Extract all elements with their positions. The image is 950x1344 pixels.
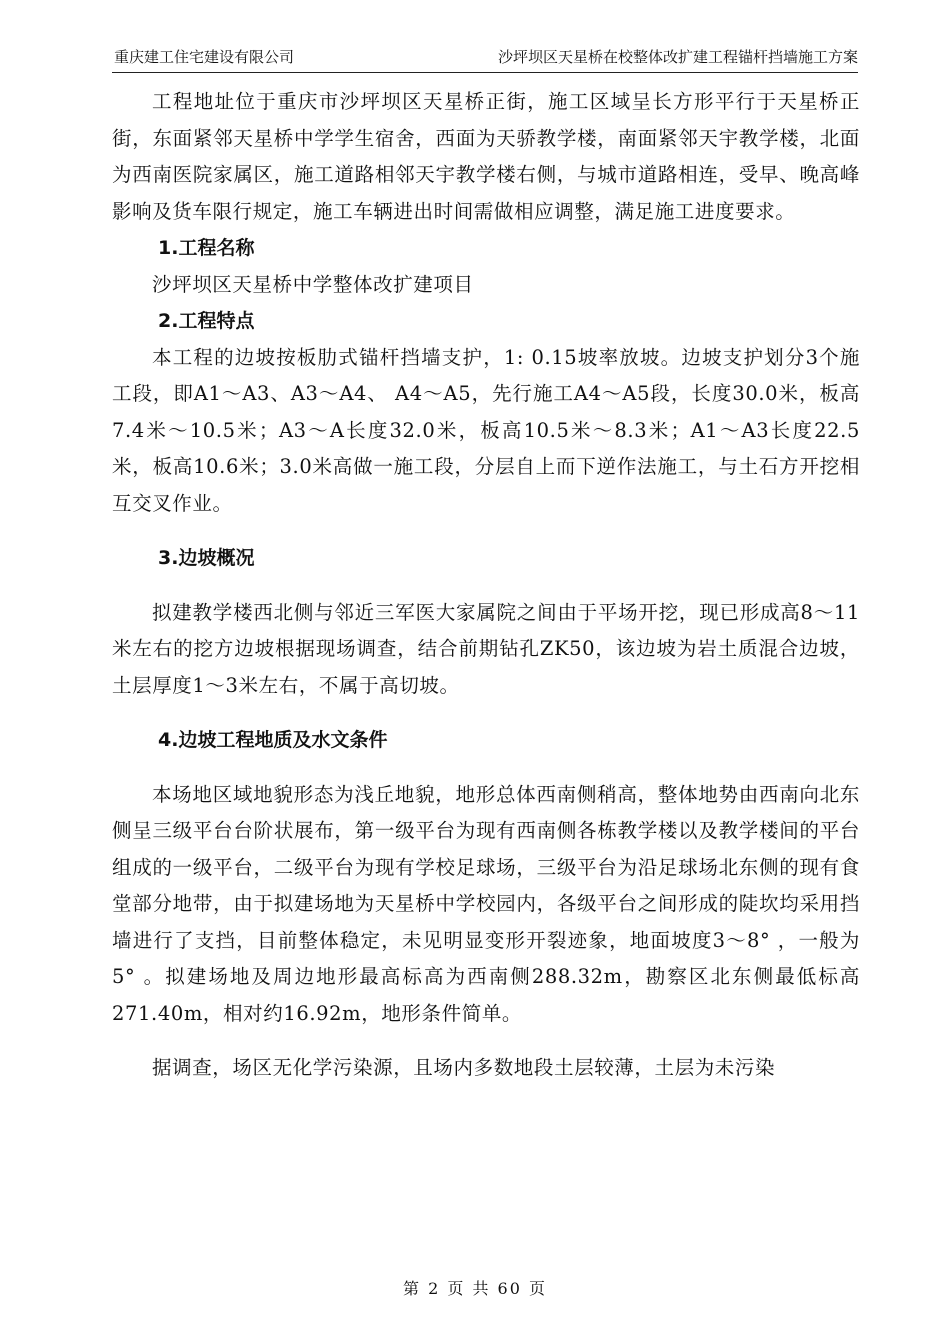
section-2-text: 本工程的边坡按板肋式锚杆挡墙支护，1: 0.15坡率放坡。边坡支护划分3个施工段，即A1～A3、A3～A4、 A4～A5，先行施工A4～A5段，长度30.0米，板高7.4米～10.5米；A3～A长度32.0米，板高10.5米～8.3米；A1～A3长度22.5米，板高10.6米；3.0米高做一施工段，分层自上而下逆作法施工，与土石方开挖相互交叉作业。 bbox=[112, 345, 860, 515]
section-1-text: 沙坪坝区天星桥中学整体改扩建项目 bbox=[152, 272, 474, 296]
section-3-text: 拟建教学楼西北侧与邻近三军医大家属院之间由于平场开挖，现已形成高8～11米左右的挖方边坡根据现场调查，结合前期钻孔ZK50，该边坡为岩土质混合边坡，土层厚度1～3米左右，不属于高切坡。 bbox=[112, 600, 860, 697]
header-company: 重庆建工住宅建设有限公司 bbox=[114, 48, 295, 66]
section-3-heading: 3.边坡概况 bbox=[158, 547, 255, 569]
section-4-text: 本场地区域地貌形态为浅丘地貌，地形总体西南侧稍高，整体地势由西南向北东侧呈三级平台台阶状展布，第一级平台为现有西南侧各栋教学楼以及教学楼间的平台组成的一级平台，二级平台为现有学校足球场，三级平台为沿足球场北东侧的现有食堂部分地带，由于拟建场地为天星桥中学校园内，各级平台之间形成的陡坎均采用挡墙进行了支挡，目前整体稳定，未见明显变形开裂迹象，地面坡度3～8° ，一般为5° 。拟建场地及周边地形最高标高为西南侧288.32m，勘察区北东侧最低标高271.40m，相对约16.92m，地形条件简单。 bbox=[112, 782, 860, 1025]
page-header bbox=[112, 46, 858, 73]
header-document-title: 沙坪坝区天星桥在校整体改扩建工程锚杆挡墙施工方案 bbox=[497, 48, 858, 66]
section-4-text-continued: 据调查，场区无化学污染源，且场内多数地段土层较薄，土层为未污染 bbox=[152, 1056, 776, 1079]
intro-paragraph: 工程地址位于重庆市沙坪坝区天星桥正街，施工区域呈长方形平行于天星桥正街，东面紧邻天星桥中学学生宿舍，西面为天骄教学楼，南面紧邻天宇教学楼，北面为西南医院家属区，施工道路相邻天宇教学楼右侧，与城市道路相连，受早、晚高峰影响及货车限行规定，施工车辆进出时间需做相应调整，满足施工进度要求。 bbox=[112, 90, 860, 223]
section-2-heading: 2.工程特点 bbox=[158, 310, 255, 332]
section-1-heading: 1.工程名称 bbox=[158, 237, 255, 259]
page-content bbox=[112, 84, 860, 1087]
page-number: 第 2 页 共 60 页 bbox=[403, 1279, 547, 1298]
section-4-heading: 4.边坡工程地质及水文条件 bbox=[158, 729, 388, 751]
